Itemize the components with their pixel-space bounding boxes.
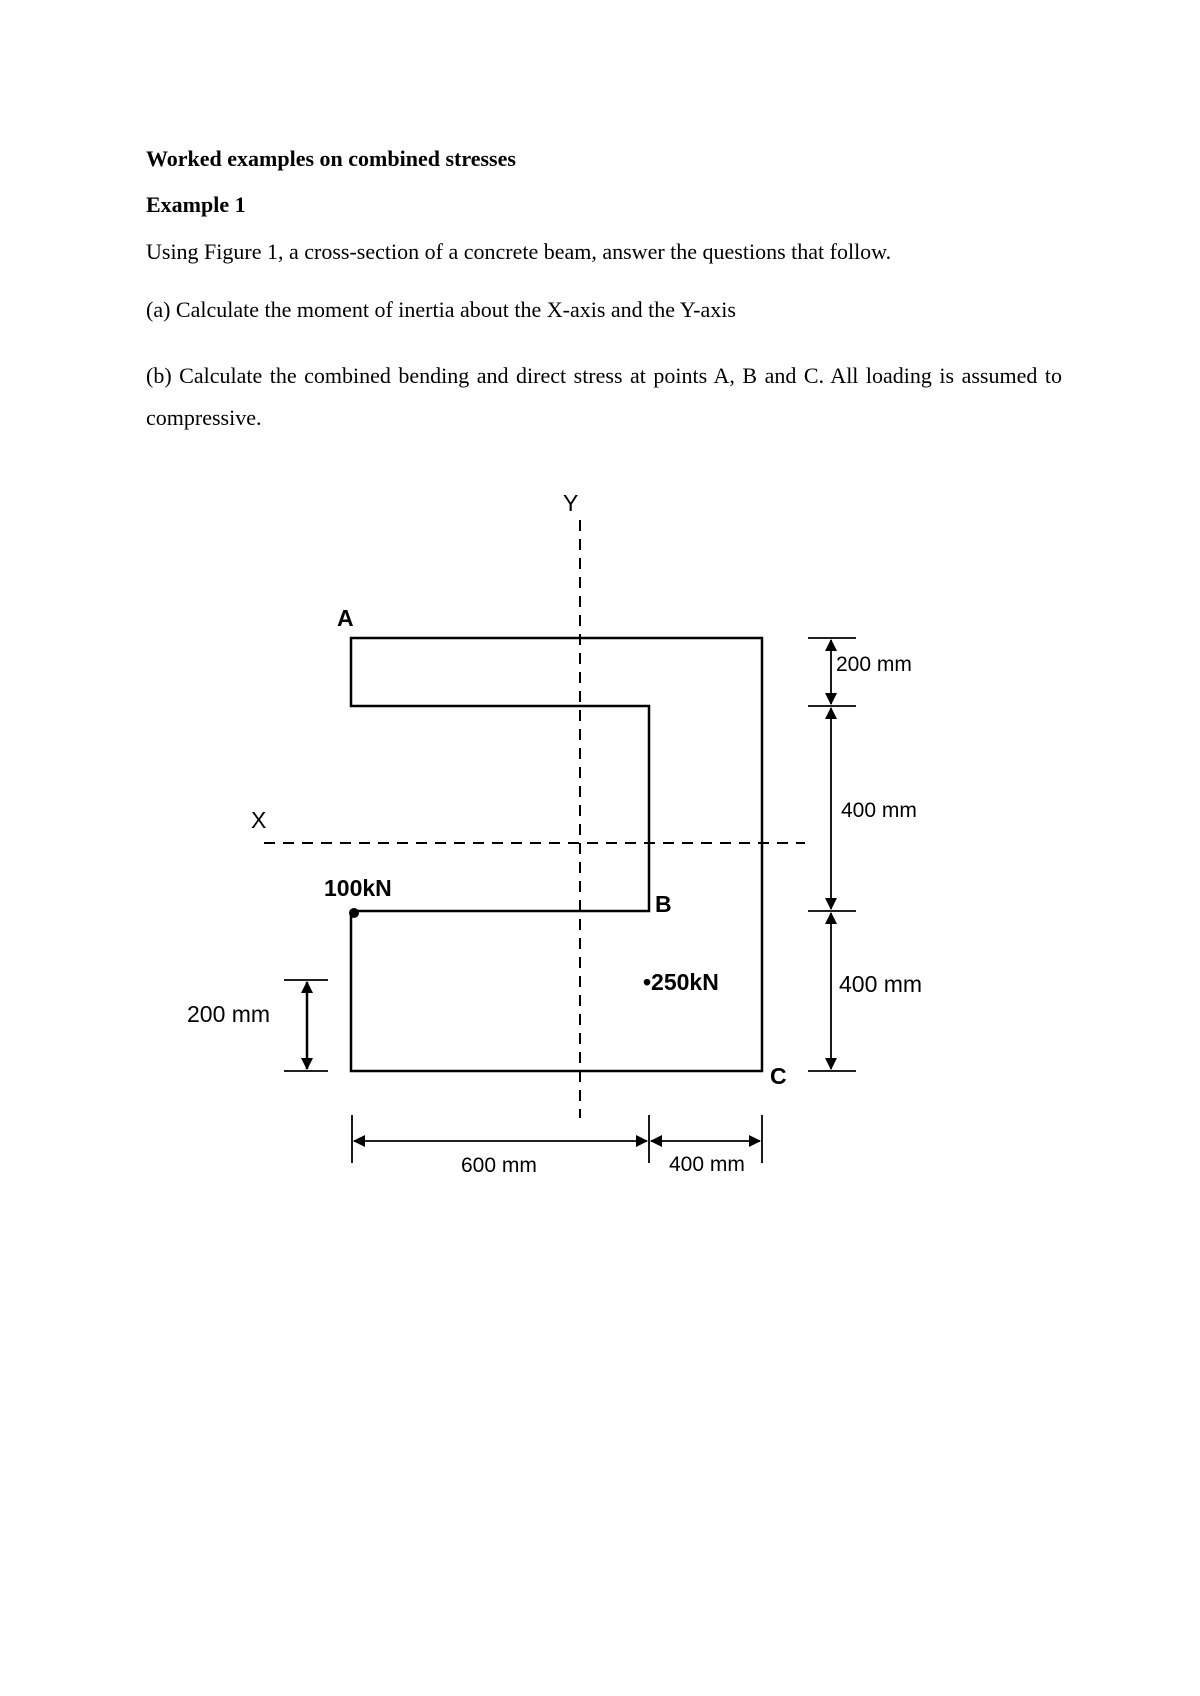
y-axis-label: Y (563, 490, 579, 516)
dim-top-flange-label: 200 mm (836, 653, 912, 676)
document-title: Worked examples on combined stresses (146, 146, 516, 171)
dim-bottom-left-label: 600 mm (461, 1154, 537, 1177)
load-250kn-label: •250kN (643, 969, 719, 995)
point-c-label: C (770, 1063, 787, 1089)
example-heading: Example 1 (146, 192, 246, 217)
point-b-label: B (655, 891, 672, 917)
point-a-label: A (337, 605, 354, 631)
dim-upper-right-label: 400 mm (841, 799, 917, 822)
load-point-100kn (349, 908, 359, 918)
question-b: (b) Calculate the combined bending and direct stress at points A, B and C. All loading is assumed to compressive. (146, 363, 1062, 430)
x-axis-label: X (251, 807, 267, 833)
section-outline (351, 638, 762, 1071)
dim-left-label: 200 mm (187, 1001, 271, 1027)
question-a: (a) Calculate the moment of inertia about the X-axis and the Y-axis (146, 297, 736, 322)
left-dimension (284, 980, 328, 1071)
dim-lower-right-label: 400 mm (839, 971, 923, 997)
load-100kn-label: 100kN (324, 875, 392, 901)
right-dimension-chain (808, 638, 856, 1071)
intro-paragraph: Using Figure 1, a cross-section of a concrete beam, answer the questions that follow. (146, 239, 892, 264)
dim-bottom-right-label: 400 mm (669, 1153, 745, 1176)
